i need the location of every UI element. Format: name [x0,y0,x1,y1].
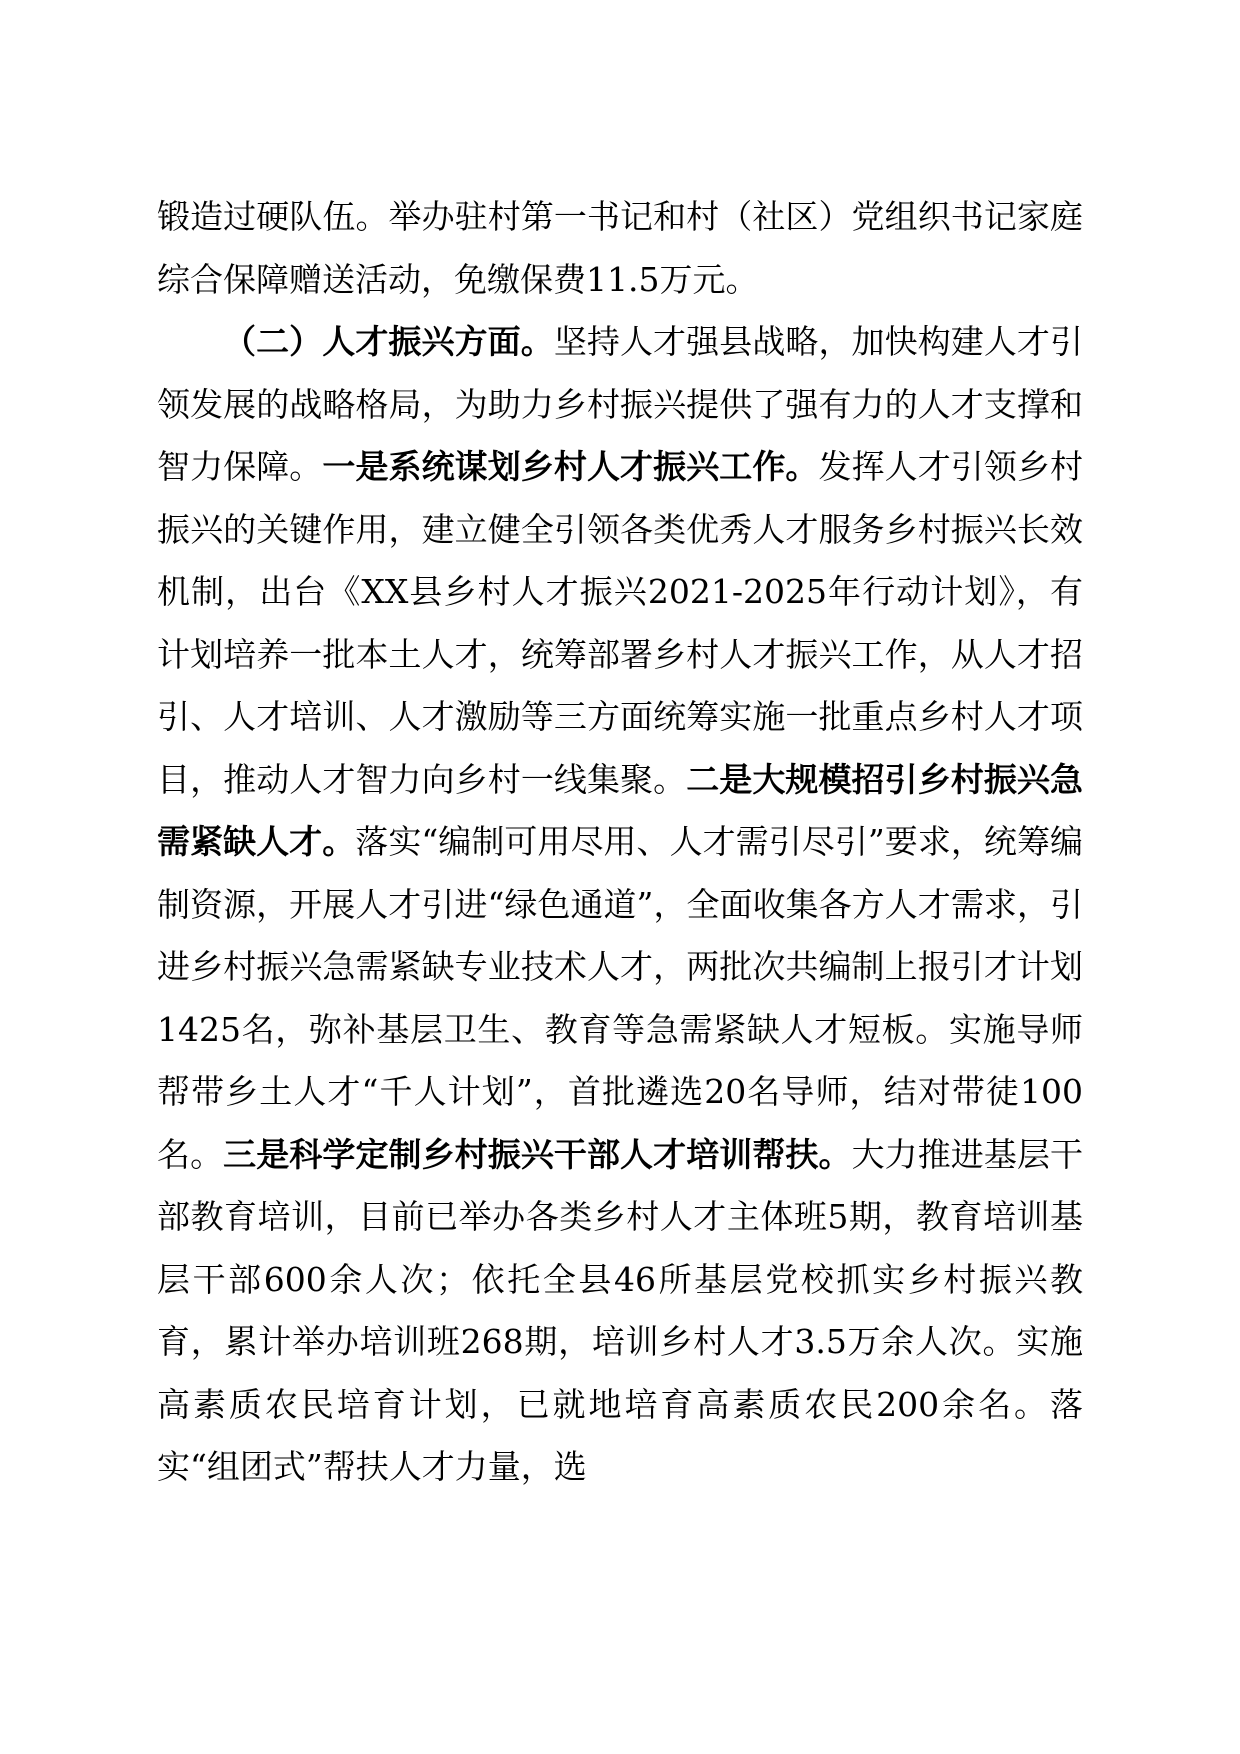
text-segment: 落实“编制可用尽用、人才需引尽引”要求，统筹编制资源，开展人才引进“绿色通道”，全面收集各方人才需求，引进乡村振兴急需紧缺专业技术人才，两批次共编制上报引才计划1425名，弥补基层卫生、教育等急需紧缺人才短板。实施导师帮带乡土人才“千人计划”，首批遴选20名导师，结对带徒100名。 [157,822,1084,1174]
point-heading-one: 一是系统谋划乡村人才振兴工作。 [322,447,819,486]
text-segment: 锻造过硬队伍。举办驻村第一书记和村（社区）党组织书记家庭综合保障赠送活动，免缴保费11.5万元。 [157,197,1083,299]
body-text [157,186,1083,1499]
text-segment: 大力推进基层干部教育培训，目前已举办各类乡村人才主体班5期，教育培训基层干部600余人次；依托全县46所基层党校抓实乡村振兴教育，累计举办培训班268期，培训乡村人才3.5万余人次。实施高素质农民培育计划，已就地培育高素质农民200余名。落实“组团式”帮扶人才力量，选 [157,1134,1084,1486]
text-segment: 坚持人才强县战略，加快构建人才引领发展的战略格局，为助力乡村振兴提供了强有力的人才支撑和智力保障。 [157,322,1084,486]
paragraph-talent-revitalization [157,311,1083,1499]
text-segment: 发挥人才引领乡村振兴的关键作用，建立健全引领各类优秀人才服务乡村振兴长效机制，出台《XX县乡村人才振兴2021-2025年行动计划》，有计划培养一批本土人才，统筹部署乡村人才振兴工作，从人才招引、人才培训、人才激励等三方面统筹实施一批重点乡村人才项目，推动人才智力向乡村一线集聚。 [157,447,1084,799]
section-heading: （二）人才振兴方面。 [223,322,554,361]
point-heading-two: 二是大规模招引乡村振兴急需紧缺人才。 [157,759,1084,861]
point-heading-three: 三是科学定制乡村振兴干部人才培训帮扶。 [223,1134,852,1174]
paragraph-continued [157,186,1083,311]
